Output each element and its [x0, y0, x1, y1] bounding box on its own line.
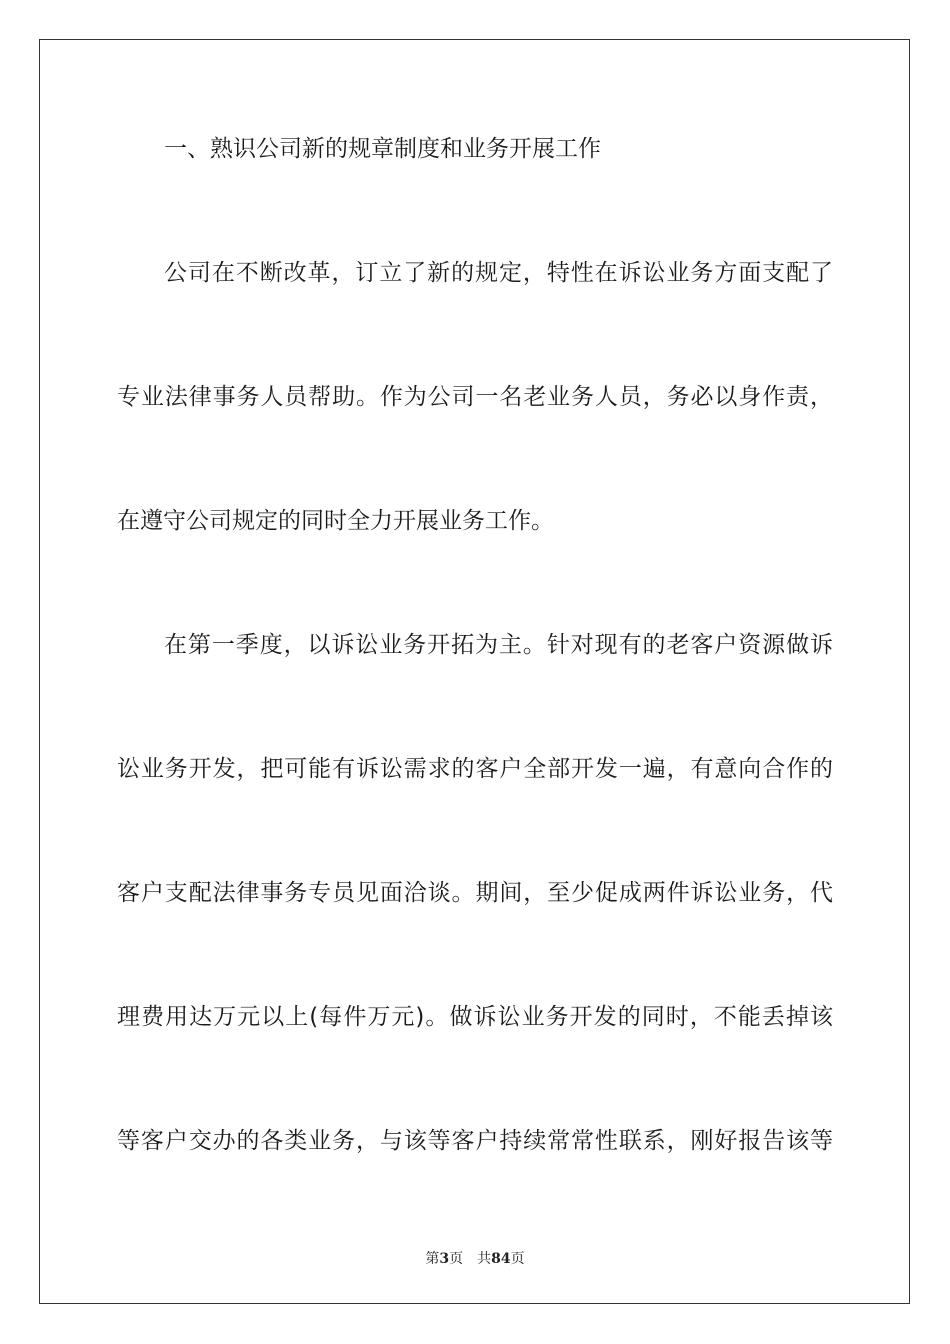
page-number: 3	[439, 1251, 450, 1267]
page-suffix: 页	[449, 1251, 464, 1267]
page-prefix: 第	[425, 1251, 440, 1267]
section-heading: 一、熟识公司新的规章制度和业务开展工作	[164, 136, 601, 162]
paragraph-line: 在遵守公司规定的同时全力开展业务工作。	[117, 508, 554, 534]
total-prefix: 共	[477, 1251, 492, 1267]
paragraph-line: 理费用达万元以上(每件万元)。做诉讼业务开发的同时，不能丢掉该	[117, 1004, 833, 1030]
total-suffix: 页	[510, 1251, 525, 1267]
paragraph-line: 专业法律事务人员帮助。作为公司一名老业务人员，务必以身作责，	[117, 384, 833, 410]
paragraph-line: 公司在不断改革，订立了新的规定，特性在诉讼业务方面支配了	[164, 260, 833, 286]
paragraph-line: 在第一季度，以诉讼业务开拓为主。针对现有的老客户资源做诉	[164, 632, 833, 658]
total-pages: 84	[491, 1251, 511, 1267]
paragraph-line: 等客户交办的各类业务，与该等客户持续常常性联系，刚好报告该等	[117, 1128, 833, 1154]
paragraph-line: 客户支配法律事务专员见面洽谈。期间，至少促成两件诉讼业务，代	[117, 880, 833, 906]
paragraph-line: 讼业务开发，把可能有诉讼需求的客户全部开发一遍，有意向合作的	[117, 756, 833, 782]
page-border	[39, 39, 910, 1304]
page-footer	[0, 1248, 950, 1268]
